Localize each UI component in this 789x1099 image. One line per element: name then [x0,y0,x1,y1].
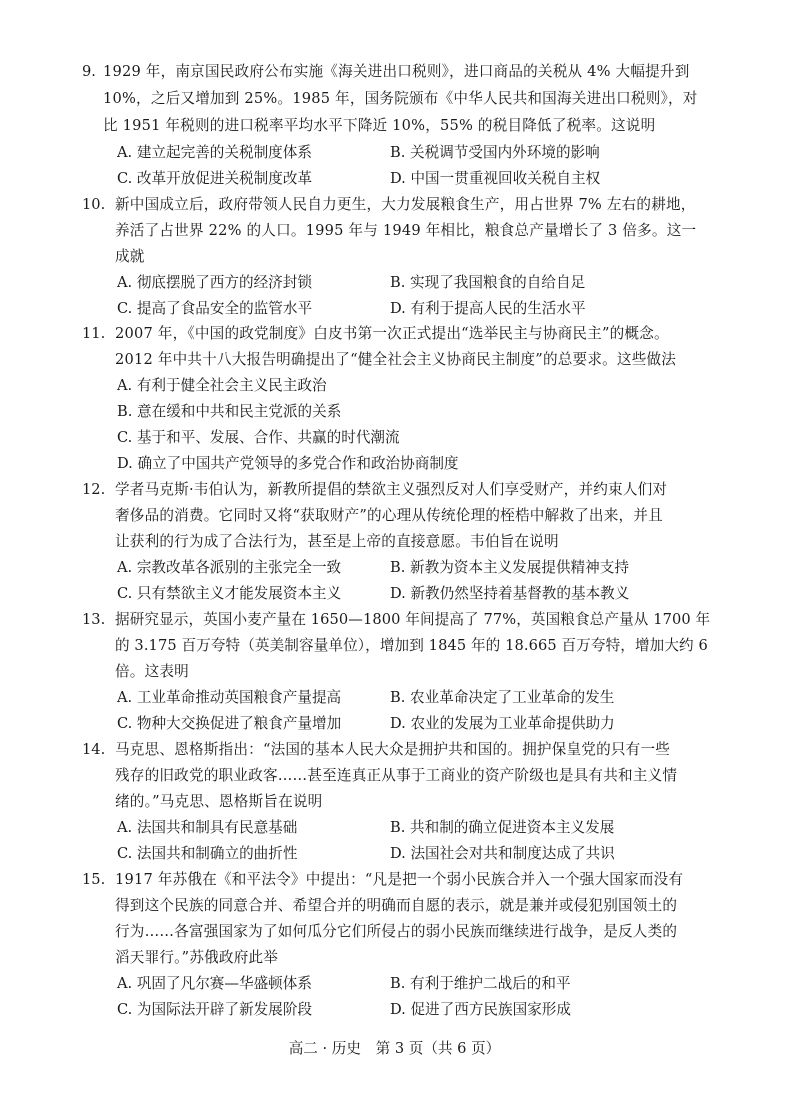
option-a: A. 建立起完善的关税制度体系 [117,144,312,161]
option-c: C. 物种大交换促进了粮食产量增加 [117,715,342,732]
option-d: D. 新教仍然坚持着基督教的基本教义 [390,585,630,602]
question-stem-line: 得到这个民族的同意合并、希望合并的明确而自愿的表示，就是兼并或侵犯别国领土的 [115,897,678,914]
question-stem-line: 据研究显示，英国小麦产量在 1650—1800 年间提高了 77%，英国粮食总产量从 1700 年 [115,611,711,628]
option-c: C. 为国际法开辟了新发展阶段 [117,1001,313,1018]
option-c: C. 基于和平、发展、合作、共赢的时代潮流 [117,429,400,446]
question-stem-line: 2007 年，《中国的政党制度》白皮书第一次正式提出“选举民主与协商民主”的概念。 [115,325,669,342]
question-stem-line: 1929 年，南京国民政府公布实施《海关进出口税则》，进口商品的关税从 4% 大幅提升到 [103,63,690,80]
question-stem-line: 10%，之后又增加到 25%。1985 年，国务院颁布《中华人民共和国海关进出口税则》，对 [103,90,698,107]
question-number: 10. [82,196,106,213]
page-footer: 高二 · 历史 第 3 页（共 6 页） [288,1040,501,1057]
option-d: D. 有利于提高人民的生活水平 [390,300,586,317]
option-b: B. 意在缓和中共和民主党派的关系 [117,403,342,420]
option-b: B. 共和制的确立促进资本主义发展 [390,819,615,836]
question-number: 12. [82,481,106,498]
option-c: C. 只有禁欲主义才能发展资本主义 [117,585,342,602]
question-stem-line: 残存的旧政党的职业政客……甚至连真正从事于工商业的资产阶级也是具有共和主义情 [115,767,678,784]
option-a: A. 巩固了凡尔赛—华盛顿体系 [117,975,312,992]
option-b: B. 实现了我国粮食的自给自足 [390,274,586,291]
question-stem-line: 行为……各富强国家为了如何瓜分它们所侵占的弱小民族而继续进行战争，是反人类的 [115,923,678,940]
question-number: 14. [82,741,106,758]
question-stem-line: 比 1951 年税则的进口税率平均水平下降近 10%，55% 的税目降低了税率。这说明 [103,117,656,134]
option-c: C. 法国共和制确立的曲折性 [117,845,298,862]
option-b: B. 新教为资本主义发展提供精神支持 [390,559,629,576]
option-d: D. 中国一贯重视回收关税自主权 [390,170,601,187]
option-d: D. 农业的发展为工业革命提供助力 [390,715,615,732]
question-stem-line: 的 3.175 百万夸特（英美制容量单位），增加到 1845 年的 18.665 百万夸特，增加大约 6 [115,637,708,654]
question-stem-line: 1917 年苏俄在《和平法令》中提出：“凡是把一个弱小民族合并入一个强大国家而没有 [115,871,684,888]
question-stem-line: 新中国成立后，政府带领人民自力更生，大力发展粮食生产，用占世界 7% 左右的耕地， [115,196,696,213]
option-a: A. 彻底摆脱了西方的经济封锁 [117,274,312,291]
option-b: B. 有利于维护二战后的和平 [390,975,571,992]
question-stem-line: 奢侈品的消费。它同时又将“获取财产”的心理从传统伦理的桎梏中解救了出来，并且 [115,507,663,524]
question-number: 15. [82,871,106,888]
option-a: A. 宗教改革各派别的主张完全一致 [117,559,342,576]
question-stem-line: 倍。这表明 [115,663,189,680]
option-c: C. 提高了食品安全的监管水平 [117,300,313,317]
question-stem-line: 成就 [115,248,145,265]
option-c: C. 改革开放促进关税制度改革 [117,170,313,187]
question-stem-line: 学者马克斯·韦伯认为，新教所提倡的禁欲主义强烈反对人们享受财产，并约束人们对 [115,481,668,498]
option-b: B. 关税调节受国内外环境的影响 [390,144,600,161]
option-d: D. 确立了中国共产党领导的多党合作和政治协商制度 [117,455,459,472]
question-stem-line: 2012 年中共十八大报告明确提出了“健全社会主义协商民主制度”的总要求。这些做法 [115,351,677,368]
option-a: A. 法国共和制具有民意基础 [117,819,298,836]
option-d: D. 促进了西方民族国家形成 [390,1001,571,1018]
option-b: B. 农业革命决定了工业革命的发生 [390,689,615,706]
question-number: 9. [82,63,96,80]
question-number: 13. [82,611,106,628]
question-stem-line: 马克思、恩格斯指出：“法国的基本人民大众是拥护共和国的。拥护保皇党的只有一些 [115,741,671,758]
option-d: D. 法国社会对共和制度达成了共识 [390,845,615,862]
question-number: 11. [82,325,106,342]
option-a: A. 工业革命推动英国粮食产量提高 [117,689,342,706]
question-stem-line: 养活了占世界 22% 的人口。1995 年与 1949 年相比，粮食总产量增长了 3 倍多。这一 [115,222,697,239]
question-stem-line: 让获利的行为成了合法行为，甚至是上帝的直接意愿。韦伯旨在说明 [115,533,559,550]
question-stem-line: 滔天罪行。”苏俄政府此举 [115,949,279,966]
question-stem-line: 绪的。”马克思、恩格斯旨在说明 [115,793,323,810]
option-a: A. 有利于健全社会主义民主政治 [117,377,327,394]
